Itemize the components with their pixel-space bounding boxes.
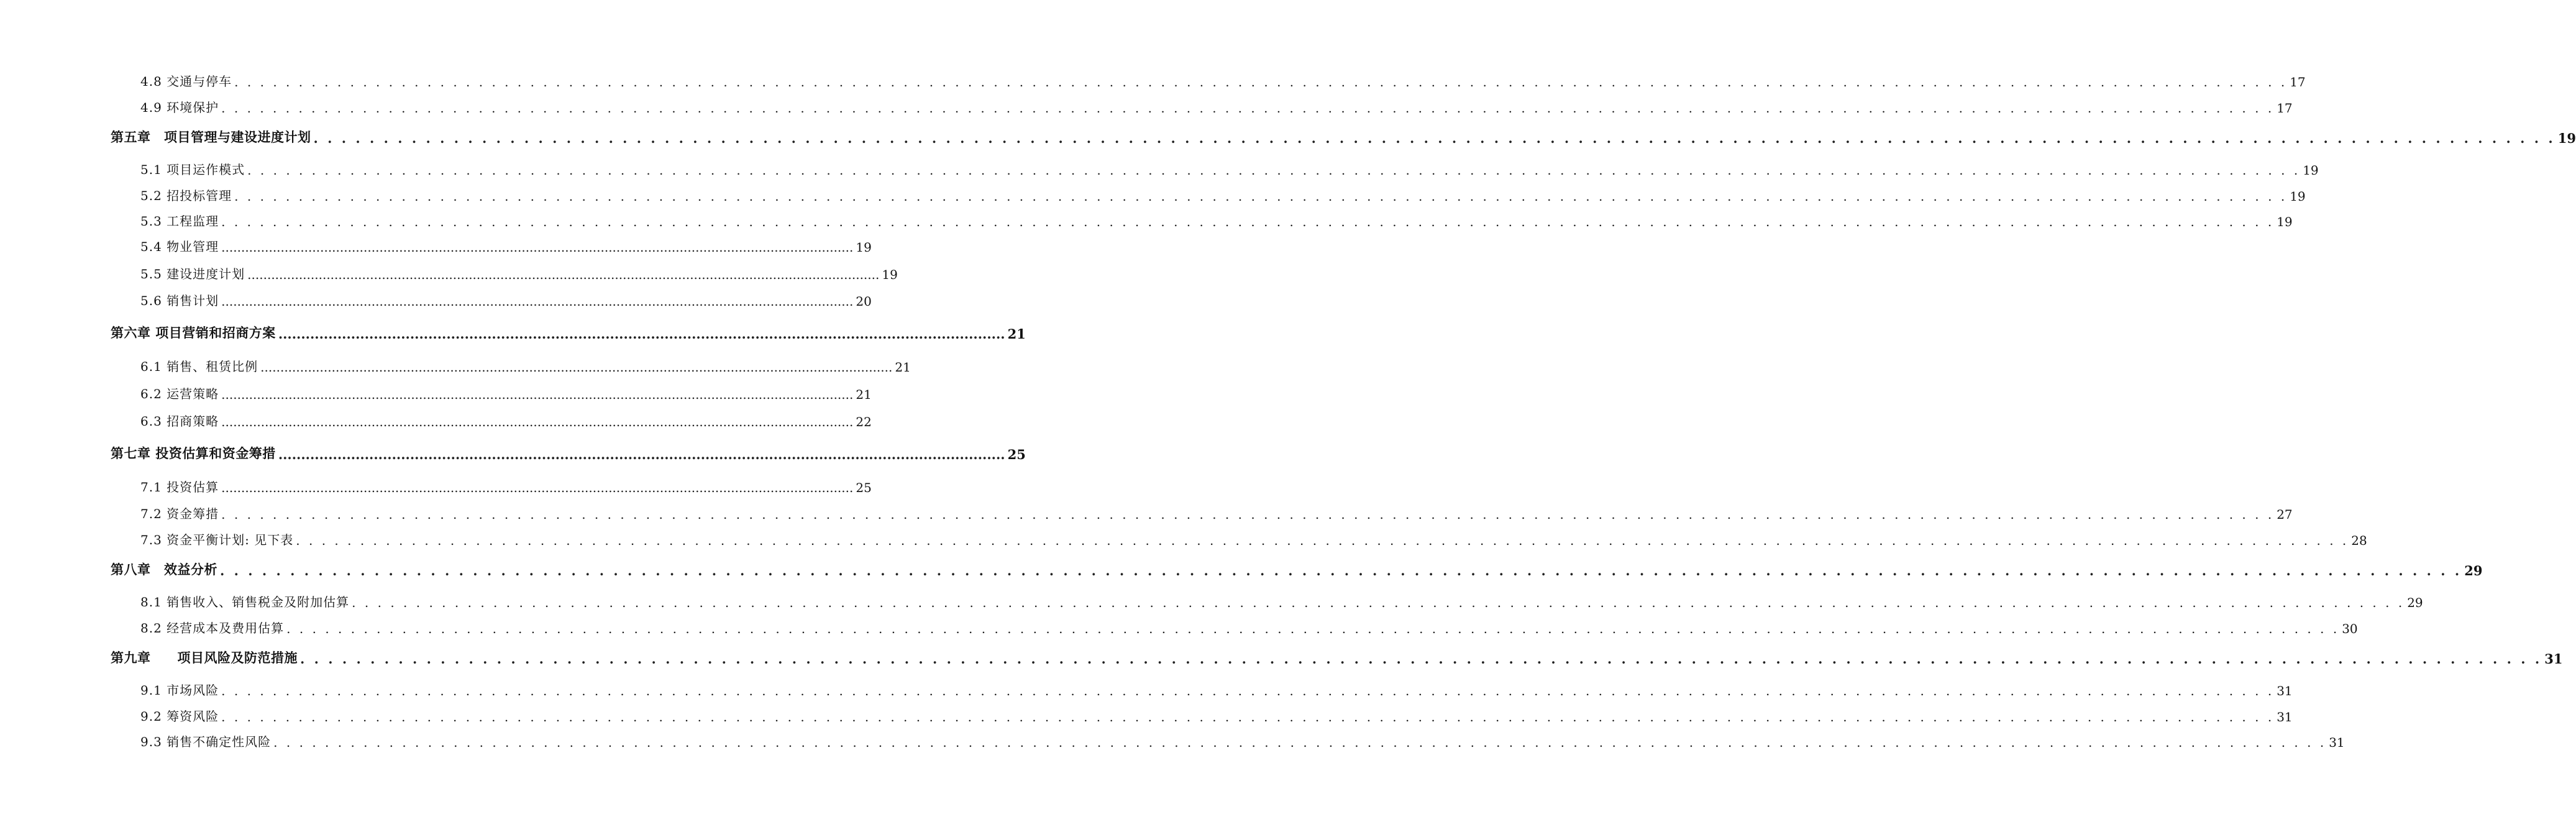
dot-leader: ................................................................................................................................................................ — [278, 447, 1005, 462]
dot-leader: . . . . . . . . . . . . . . . . . . . . . . . . . . . . . . . . . . . . . . . . . . . . . . . . . . . . . . . . . . . . . . . . . . . . . . . . . . . . . . . . . . . . . . . . . . . . . . . . . . . . . . . . . . . . . . . . . . . . . . . . . . . . . . . . . . . . . . . . . . . . . . . . . . . . . . . . . . . . . . . . — [296, 533, 2349, 548]
toc-entry-title: 6.3 招商策略 — [140, 414, 219, 429]
toc-page-number: 29 — [2464, 563, 2483, 578]
toc-entry-title: 5.1 项目运作模式 — [140, 162, 245, 177]
toc-entry-title: 4.9 环境保护 — [140, 100, 219, 115]
dot-leader: ................................................................................................................................................................ — [221, 414, 854, 429]
toc-entry-title: 6.1 销售、租赁比例 — [140, 359, 258, 374]
toc-page-number: 21 — [895, 360, 911, 375]
toc-entry[interactable] — [140, 211, 2293, 229]
toc-entry[interactable] — [140, 477, 872, 495]
toc-entry-title: 5.5 建设进度计划 — [140, 267, 245, 281]
dot-leader: . . . . . . . . . . . . . . . . . . . . . . . . . . . . . . . . . . . . . . . . . . . . . . . . . . . . . . . . . . . . . . . . . . . . . . . . . . . . . . . . . . . . . . . . . . . . . . . . . . . . . . . . . . . . . . . . . . . . . . . . . . . . . . . . . . . . . . . . . . . . . . . . . . . . . . . . . . . . . . . . — [221, 710, 2275, 724]
dot-leader: . . . . . . . . . . . . . . . . . . . . . . . . . . . . . . . . . . . . . . . . . . . . . . . . . . . . . . . . . . . . . . . . . . . . . . . . . . . . . . . . . . . . . . . . . . . . . . . . . . . . . . . . . . . . . . . . . . . . . . . . . . . . . . . . . . . . . . . . . . . . . . . . . . . . . . . . . . . . . . . . — [221, 507, 2275, 522]
toc-entry[interactable] — [140, 411, 872, 429]
toc-page-number: 17 — [2277, 101, 2293, 116]
toc-entry[interactable] — [140, 591, 2423, 610]
toc-chapter-entry[interactable] — [111, 560, 2483, 578]
dot-leader: ................................................................................................................................................................ — [260, 360, 893, 375]
toc-chapter-title: 第五章 项目管理与建设进度计划 — [111, 129, 311, 145]
dot-leader: . . . . . . . . . . . . . . . . . . . . . . . . . . . . . . . . . . . . . . . . . . . . . . . . . . . . . . . . . . . . . . . . . . . . . . . . . . . . . . . . . . . . . . . . . . . . . . . . . . . . . . . . . . . . . . . . . . . . . . . . . . . . . . . . . . . . . . . . . . . . . . . . . . . . . . . . . . . . . . . . — [300, 651, 2542, 667]
toc-entry-title: 4.8 交通与停车 — [140, 74, 232, 89]
toc-page-number: 31 — [2277, 683, 2293, 698]
toc-entry[interactable] — [140, 159, 2319, 178]
toc-page-number: 30 — [2342, 621, 2358, 636]
toc-page-number: 19 — [2290, 189, 2306, 204]
toc-chapter-entry[interactable] — [111, 444, 1026, 462]
dot-leader: . . . . . . . . . . . . . . . . . . . . . . . . . . . . . . . . . . . . . . . . . . . . . . . . . . . . . . . . . . . . . . . . . . . . . . . . . . . . . . . . . . . . . . . . . . . . . . . . . . . . . . . . . . . . . . . . . . . . . . . . . . . . . . . . . . . . . . . . . . . . . . . . . . . . . . . . . . . . . . . . — [221, 214, 2275, 229]
dot-leader: ................................................................................................................................................................ — [278, 326, 1005, 342]
dot-leader: . . . . . . . . . . . . . . . . . . . . . . . . . . . . . . . . . . . . . . . . . . . . . . . . . . . . . . . . . . . . . . . . . . . . . . . . . . . . . . . . . . . . . . . . . . . . . . . . . . . . . . . . . . . . . . . . . . . . . . . . . . . . . . . . . . . . . . . . . . . . . . . . . . . . . . . . . . . . . . . . — [247, 163, 2301, 178]
toc-chapter-entry[interactable] — [111, 127, 2576, 146]
toc-page-number: 20 — [856, 294, 872, 309]
toc-page-number: 27 — [2277, 507, 2293, 522]
toc-entry[interactable] — [140, 529, 2367, 548]
toc-entry-title: 7.3 资金平衡计划: 见下表 — [140, 532, 294, 547]
toc-page-number: 29 — [2407, 595, 2423, 610]
toc-entry-title: 9.3 销售不确定性风险 — [140, 734, 272, 749]
toc-entry[interactable] — [140, 356, 911, 375]
toc-page-number: 28 — [2351, 533, 2367, 548]
toc-page-number: 22 — [856, 414, 872, 429]
dot-leader: . . . . . . . . . . . . . . . . . . . . . . . . . . . . . . . . . . . . . . . . . . . . . . . . . . . . . . . . . . . . . . . . . . . . . . . . . . . . . . . . . . . . . . . . . . . . . . . . . . . . . . . . . . . . . . . . . . . . . . . . . . . . . . . . . . . . . . . . . . . . . . . . . . . . . . . . . . . . . . . . — [352, 595, 2405, 610]
toc-entry[interactable] — [140, 71, 2306, 89]
toc-entry[interactable] — [140, 680, 2293, 698]
toc-entry-title: 5.4 物业管理 — [140, 239, 219, 254]
toc-chapter-title: 第八章 效益分析 — [111, 562, 217, 577]
toc-entry-title: 5.6 销售计划 — [140, 293, 219, 308]
dot-leader: ................................................................................................................................................................ — [221, 387, 854, 402]
toc-entry-title: 7.1 投资估算 — [140, 480, 219, 495]
toc-entry-title: 8.1 销售收入、销售税金及附加估算 — [140, 595, 350, 609]
toc-page-number: 19 — [2303, 163, 2319, 178]
dot-leader: ................................................................................................................................................................ — [221, 294, 854, 309]
toc-entry-title: 8.2 经营成本及费用估算 — [140, 621, 285, 636]
toc-page-number: 19 — [856, 240, 872, 255]
toc-page-number: 21 — [856, 387, 872, 402]
dot-leader: . . . . . . . . . . . . . . . . . . . . . . . . . . . . . . . . . . . . . . . . . . . . . . . . . . . . . . . . . . . . . . . . . . . . . . . . . . . . . . . . . . . . . . . . . . . . . . . . . . . . . . . . . . . . . . . . . . . . . . . . . . . . . . . . . . . . . . . . . . . . . . . . . . . . . . . . . . . . . . . . — [234, 189, 2288, 204]
dot-leader: . . . . . . . . . . . . . . . . . . . . . . . . . . . . . . . . . . . . . . . . . . . . . . . . . . . . . . . . . . . . . . . . . . . . . . . . . . . . . . . . . . . . . . . . . . . . . . . . . . . . . . . . . . . . . . . . . . . . . . . . . . . . . . . . . . . . . . . . . . . . . . . . . . . . . . . . . . . . . . . . — [221, 101, 2275, 116]
toc-entry-title: 9.1 市场风险 — [140, 683, 219, 698]
toc-page-number: 21 — [1007, 326, 1026, 342]
toc-page-number: 25 — [856, 480, 872, 495]
toc-page-number: 31 — [2277, 710, 2293, 724]
toc-page-number: 19 — [2277, 214, 2293, 229]
toc-chapter-entry[interactable] — [111, 323, 1026, 342]
toc-chapter-title: 第九章 项目风险及防范措施 — [111, 650, 298, 665]
dot-leader: . . . . . . . . . . . . . . . . . . . . . . . . . . . . . . . . . . . . . . . . . . . . . . . . . . . . . . . . . . . . . . . . . . . . . . . . . . . . . . . . . . . . . . . . . . . . . . . . . . . . . . . . . . . . . . . . . . . . . . . . . . . . . . . . . . . . . . . . . . . . . . . . . . . . . . . . . . . . . . . . — [313, 130, 2555, 146]
dot-leader: ................................................................................................................................................................ — [247, 267, 880, 282]
toc-entry[interactable] — [140, 618, 2358, 636]
dot-leader: . . . . . . . . . . . . . . . . . . . . . . . . . . . . . . . . . . . . . . . . . . . . . . . . . . . . . . . . . . . . . . . . . . . . . . . . . . . . . . . . . . . . . . . . . . . . . . . . . . . . . . . . . . . . . . . . . . . . . . . . . . . . . . . . . . . . . . . . . . . . . . . . . . . . . . . . . . . . . . . . — [221, 683, 2275, 698]
dot-leader: ................................................................................................................................................................ — [221, 240, 854, 255]
toc-entry-title: 9.2 筹资风险 — [140, 709, 219, 724]
toc-entry-title: 5.2 招投标管理 — [140, 188, 232, 203]
dot-leader: . . . . . . . . . . . . . . . . . . . . . . . . . . . . . . . . . . . . . . . . . . . . . . . . . . . . . . . . . . . . . . . . . . . . . . . . . . . . . . . . . . . . . . . . . . . . . . . . . . . . . . . . . . . . . . . . . . . . . . . . . . . . . . . . . . . . . . . . . . . . . . . . . . . . . . . . . . . . . . . . — [286, 621, 2340, 636]
toc-entry[interactable] — [140, 731, 2345, 750]
toc-entry[interactable] — [140, 706, 2293, 724]
toc-page-number: 19 — [882, 267, 898, 282]
toc-chapter-title: 第七章 投资估算和资金筹措 — [111, 445, 276, 461]
toc-entry[interactable] — [140, 263, 898, 282]
toc-page-number: 31 — [2544, 651, 2563, 667]
toc-entry-title: 5.3 工程监理 — [140, 214, 219, 229]
toc-entry-title: 7.2 资金筹措 — [140, 506, 219, 521]
dot-leader: . . . . . . . . . . . . . . . . . . . . . . . . . . . . . . . . . . . . . . . . . . . . . . . . . . . . . . . . . . . . . . . . . . . . . . . . . . . . . . . . . . . . . . . . . . . . . . . . . . . . . . . . . . . . . . . . . . . . . . . . . . . . . . . . . . . . . . . . . . . . . . . . . . . . . . . . . . . . . . . . — [220, 563, 2462, 578]
dot-leader: . . . . . . . . . . . . . . . . . . . . . . . . . . . . . . . . . . . . . . . . . . . . . . . . . . . . . . . . . . . . . . . . . . . . . . . . . . . . . . . . . . . . . . . . . . . . . . . . . . . . . . . . . . . . . . . . . . . . . . . . . . . . . . . . . . . . . . . . . . . . . . . . . . . . . . . . . . . . . . . . — [234, 75, 2288, 89]
toc-entry[interactable] — [140, 185, 2306, 204]
toc-entry-title: 6.2 运营策略 — [140, 386, 219, 401]
dot-leader: . . . . . . . . . . . . . . . . . . . . . . . . . . . . . . . . . . . . . . . . . . . . . . . . . . . . . . . . . . . . . . . . . . . . . . . . . . . . . . . . . . . . . . . . . . . . . . . . . . . . . . . . . . . . . . . . . . . . . . . . . . . . . . . . . . . . . . . . . . . . . . . . . . . . . . . . . . . . . . . . — [273, 735, 2327, 750]
toc-page-number: 25 — [1007, 447, 1026, 462]
toc-entry[interactable] — [140, 97, 2293, 116]
toc-chapter-entry[interactable] — [111, 648, 2563, 667]
toc-page-number: 31 — [2329, 735, 2345, 750]
toc-entry[interactable] — [140, 290, 872, 309]
toc-entry[interactable] — [140, 383, 872, 402]
dot-leader: ................................................................................................................................................................ — [221, 480, 854, 495]
toc-page-number: 19 — [2557, 130, 2576, 146]
toc-entry[interactable] — [140, 236, 872, 255]
toc-page-number: 17 — [2290, 75, 2306, 89]
toc-chapter-title: 第六章 项目营销和招商方案 — [111, 325, 276, 340]
toc-entry[interactable] — [140, 503, 2293, 522]
